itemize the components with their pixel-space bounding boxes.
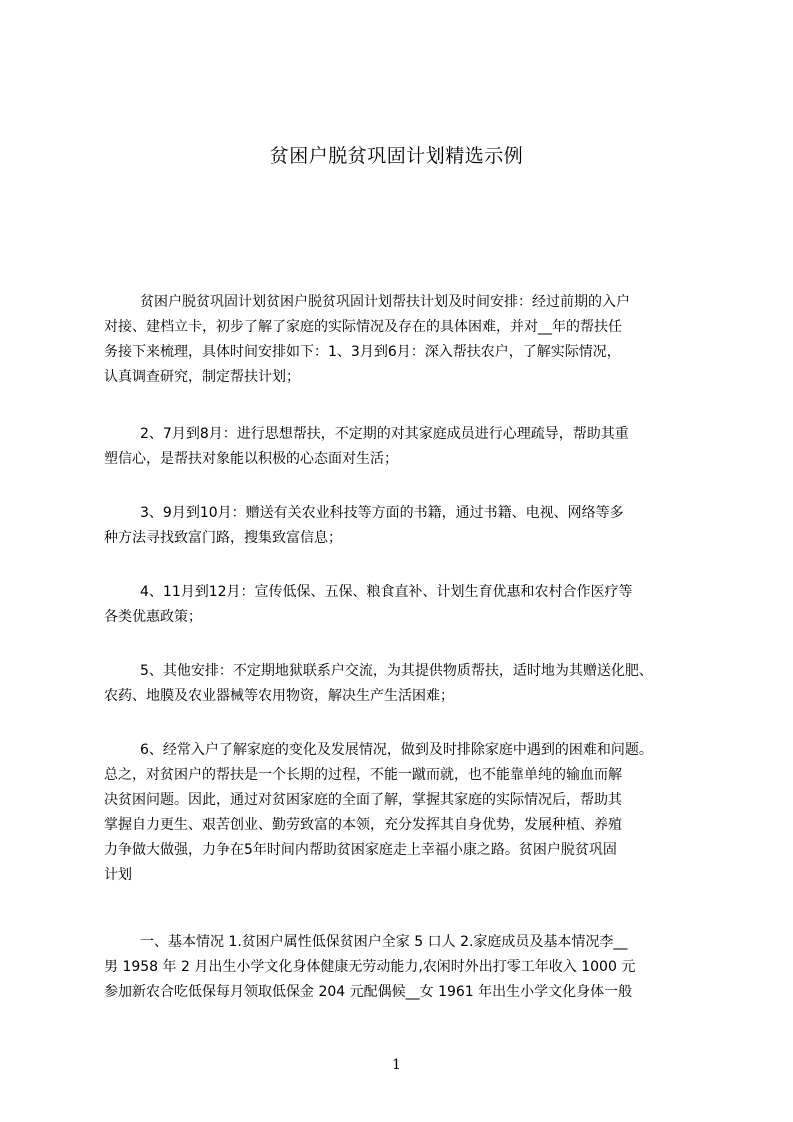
paragraph-line: 对接、建档立卡，初步了解了家庭的实际情况及存在的具体困难，并对__年的帮扶任 [104, 319, 622, 335]
paragraph-line: 参加新农合吃低保每月领取低保金 204 元配偶候__女 1961 年出生小学文化身体一般 [104, 984, 633, 1000]
paragraph-line: 3、9月到10月：赠送有关农业科技等方面的书籍，通过书籍、电视、网络等多 [140, 505, 624, 521]
paragraph-line: 农药、地膜及农业器械等农用物资，解决生产生活困难； [104, 688, 454, 704]
paragraph-schedule-intro [104, 290, 704, 390]
paragraph-line: 务接下来梳理，具体时间安排如下：1、3月到6月：深入帮扶农户，了解实际情况， [104, 344, 621, 360]
paragraph-line: 6、经常入户了解家庭的变化及发展情况，做到及时排除家庭中遇到的困难和问题。 [140, 742, 653, 758]
paragraph-line: 掌握自力更生、艰苦创业、勤劳致富的本领，充分发挥其自身优势，发展种植、养殖 [104, 817, 622, 833]
paragraph-item-6 [104, 738, 704, 888]
paragraph-line: 4、11月到12月：宣传低保、五保、粮食直补、计划生育优惠和农村合作医疗等 [140, 584, 633, 600]
paragraph-line: 一、基本情况 1.贫困户属性低保贫困户全家 5 口人 2.家庭成员及基本情况李__ [140, 934, 628, 950]
paragraph-line: 塑信心，是帮扶对象能以积极的心态面对生活； [104, 451, 398, 467]
paragraph-line: 2、7月到8月：进行思想帮扶，不定期的对其家庭成员进行心理疏导，帮助其重 [140, 426, 629, 442]
paragraph-line: 种方法寻找致富门路，搜集致富信息； [104, 530, 342, 546]
paragraph-line: 各类优惠政策； [104, 609, 202, 625]
paragraph-line: 计划 [104, 867, 132, 883]
paragraph-item-2 [104, 422, 704, 472]
paragraph-item-3 [104, 501, 704, 551]
paragraph-line: 5、其他安排：不定期地狱联系户交流，为其提供物质帮扶，适时地为其赠送化肥、 [140, 663, 653, 679]
paragraph-line: 决贫困问题。因此，通过对贫困家庭的全面了解，掌握其家庭的实际情况后，帮助其 [104, 792, 622, 808]
paragraph-line: 认真调查研究，制定帮扶计划； [104, 369, 300, 385]
document-title: 贫困户脱贫巩固计划精选示例 [269, 145, 524, 167]
paragraph-item-5 [104, 659, 704, 709]
paragraph-basic-info [104, 930, 704, 1005]
paragraph-line: 男 1958 年 2 月出生小学文化身体健康无劳动能力,农闲时外出打零工年收入 1000 元 [104, 959, 636, 975]
paragraph-line: 力争做大做强，力争在5年时间内帮助贫困家庭走上幸福小康之路。贫困户脱贫巩固 [104, 842, 617, 858]
paragraph-line: 贫困户脱贫巩固计划贫困户脱贫巩固计划帮扶计划及时间安排：经过前期的入户 [140, 294, 630, 310]
paragraph-item-4 [104, 580, 704, 630]
page-number: 1 [392, 1057, 401, 1073]
paragraph-line: 总之，对贫困户的帮扶是一个长期的过程，不能一蹴而就，也不能靠单纯的输血而解 [104, 767, 622, 783]
